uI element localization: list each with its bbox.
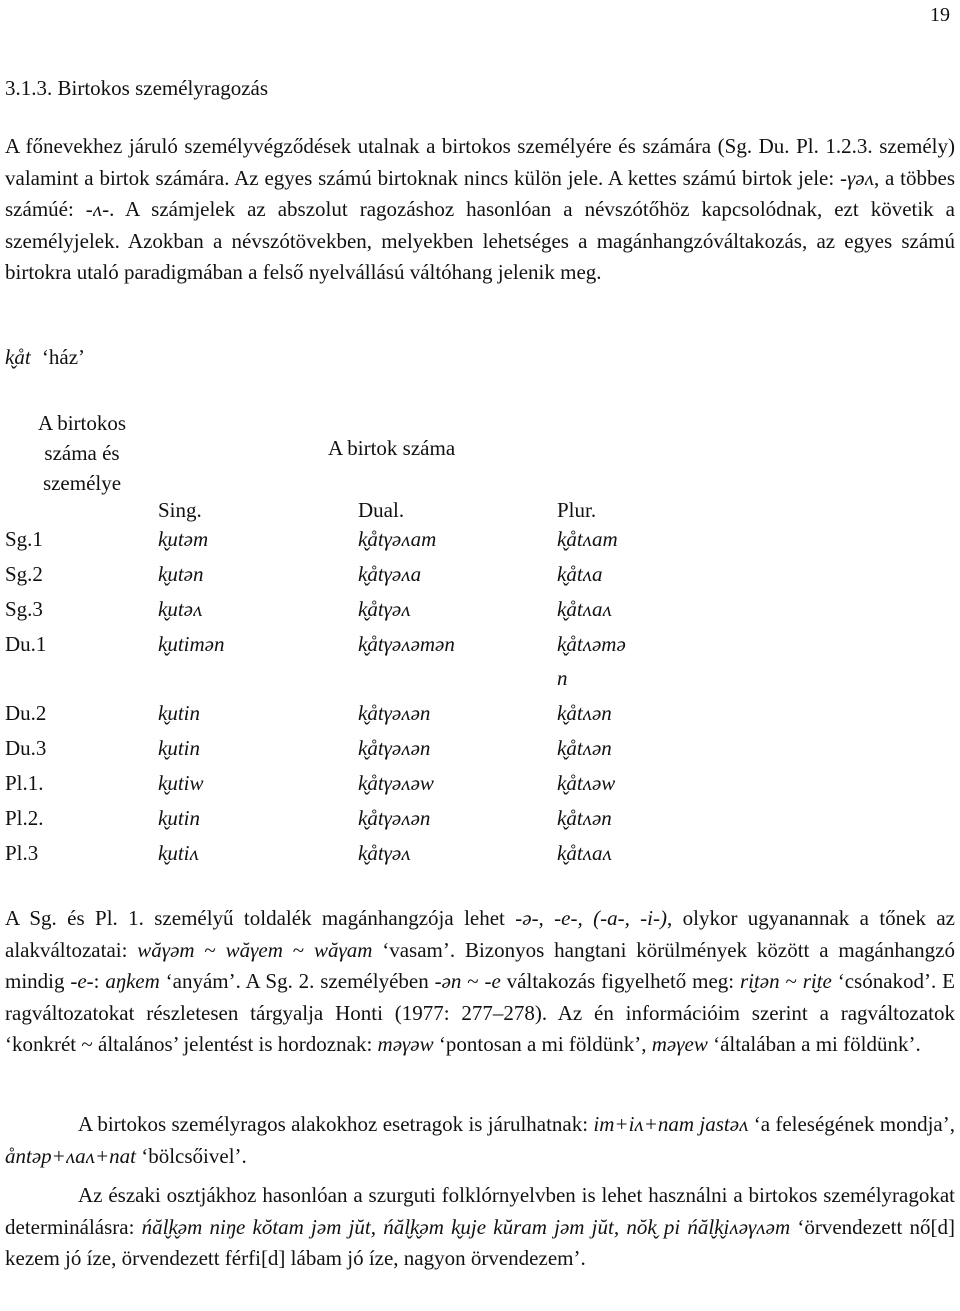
page-number: 19	[930, 4, 950, 26]
table-cell-dual: k̬åtγəʌən	[358, 701, 431, 725]
text-run: :	[93, 969, 106, 994]
column-header-plur: Plur.	[557, 498, 597, 522]
paragraph-folklore	[5, 1180, 955, 1275]
intro-dual-marker: γəʌ	[847, 165, 874, 190]
example-word-gloss: ‘ház’	[41, 345, 86, 369]
text-run: A birtokos személyragos alakokhoz esetragok is járulhatnak:	[78, 1112, 594, 1136]
text-run: ~	[461, 969, 485, 994]
column-header-sing: Sing.	[158, 498, 202, 522]
text-run: ~	[194, 937, 226, 962]
italic-term: -e	[484, 969, 501, 994]
table-cell-sing: k̬utin	[158, 736, 200, 760]
table-group-header: A birtok száma	[328, 436, 456, 460]
table-cell-dual: k̬åtγəʌa	[358, 562, 422, 586]
table-cell-dual: k̬åtγəʌəmən	[358, 632, 455, 656]
table-row-label: Pl.2.	[5, 806, 44, 830]
table-cell-plur: k̬åtʌəw	[557, 771, 616, 795]
text-run: , olykor ugyanannak a tőnek az alakváltozatai:	[5, 906, 955, 962]
table-cell-sing: k̬utimən	[158, 632, 225, 656]
table-row-header	[22, 408, 142, 498]
table-row-label: Sg.3	[5, 597, 43, 621]
intro-plural-marker: ʌ	[92, 197, 103, 222]
text-run: ~	[282, 937, 314, 962]
example-word-form: k̬åt	[5, 345, 31, 369]
italic-term: -e-	[70, 969, 94, 994]
italic-term: məγəw	[377, 1032, 434, 1057]
text-run: ‘a feleségének mondja’,	[748, 1112, 955, 1136]
table-row-label: Du.3	[5, 736, 47, 760]
table-cell-dual: k̬åtγəʌəw	[358, 771, 434, 795]
italic-term: -ən	[434, 969, 462, 994]
italic-term: ri̮te	[802, 969, 832, 994]
text-run: A Sg. és Pl. 1. személyű toldalék magánhangzója lehet	[5, 906, 516, 930]
table-cell-plur: k̬åtʌən	[557, 701, 612, 725]
italic-term: im+iʌ+nam jastəʌ	[593, 1112, 749, 1136]
text-run: ‘örvendezett nő[d] kezem jó íze, örvendezett férfi[d] lábam jó íze, nagyon örvendezem’.	[5, 1214, 955, 1271]
row-header-line: száma és	[44, 441, 120, 465]
section-heading: 3.1.3. Birtokos személyragozás	[5, 76, 269, 100]
text-run: ‘bölcsőivel’.	[135, 1143, 247, 1168]
table-cell-sing: k̬utən	[158, 562, 204, 586]
italic-term: ńăl̬k̬əm niŋe kŏtam jəm jŭt, ńăl̬k̬əm k̬uje kŭram jəm jŭt, nŏk̬ pi ńăl̬k̬iʌəγʌəm	[141, 1214, 791, 1239]
paragraph-case-suffixes	[5, 1109, 955, 1172]
text-run: ‘csónakod’. E ragváltozatokat részletesen tárgyalja Honti (1977: 277–278). Az én információim szerint a ragváltozatok ‘konkrét ~ általános’ jelentést is hordoznak:	[5, 969, 955, 1057]
table-cell-plur: k̬åtʌaʌ	[557, 597, 612, 621]
table-row-label: Du.1	[5, 632, 47, 656]
table-cell-sing: k̬utin	[158, 806, 200, 830]
table-cell-plur: k̬åtʌəmə	[557, 632, 626, 656]
table-row-label: Pl.1.	[5, 771, 44, 795]
italic-term: wăγəm	[137, 937, 195, 962]
intro-text-1: A főnevekhez járuló személyvégződések utalnak a birtokos személyére és számára (Sg. Du. Pl. 1.2.3. személy) valamint a birtok számára. Az egyes számú birtoknak nincs külön jele. A kettes számú birtok jele: -	[5, 134, 955, 190]
column-header-dual: Dual.	[358, 498, 405, 522]
intro-text-3: -. A számjelek az abszolut ragozáshoz hasonlóan a névszótőhöz kapcsolódnak, ezt követik a személyjelek. Azokban a névszótövekben, melyekben lehetséges a magánhangzóváltakozás, az egyes számú birtokra utaló paradigmában a felső nyelvállású váltóhang jelenik meg.	[5, 197, 955, 285]
table-cell-sing: k̬utəʌ	[158, 597, 203, 621]
text-run: ‘pontosan a mi földünk’,	[433, 1032, 652, 1057]
italic-term: åntəp+ʌaʌ+nat	[5, 1143, 136, 1168]
italic-term: aŋkem	[105, 969, 160, 994]
text-run: ‘anyám’. A Sg. 2. személyében	[159, 969, 435, 994]
italic-term: ri̮tən	[739, 969, 780, 994]
table-cell-sing: k̬utin	[158, 701, 200, 725]
italic-term: -ə-, -e-, (-a-, -i-)	[515, 906, 667, 930]
table-cell-plur-continued: n	[557, 666, 568, 690]
row-header-line: A birtokos	[37, 411, 127, 435]
table-cell-dual: k̬åtγəʌ	[358, 841, 411, 865]
table-cell-plur: k̬åtʌam	[557, 527, 618, 551]
text-run: ‘vasam’. Bizonyos hangtani körülmények között a magánhangzó mindig	[5, 937, 956, 994]
intro-paragraph	[5, 131, 955, 289]
table-cell-plur: k̬åtʌən	[557, 806, 612, 830]
text-run: váltakozás figyelhető meg:	[500, 969, 740, 994]
table-cell-sing: k̬utəm	[158, 527, 209, 551]
italic-term: wăγam	[313, 937, 373, 962]
table-row-label: Sg.2	[5, 562, 43, 586]
text-run: ‘általában a mi földünk’.	[707, 1032, 921, 1057]
text-run: ~	[779, 969, 803, 994]
table-row-label: Sg.1	[5, 527, 43, 551]
table-cell-dual: k̬åtγəʌam	[358, 527, 437, 551]
italic-term: wăγem	[225, 937, 283, 962]
table-cell-sing: k̬utiʌ	[158, 841, 199, 865]
table-cell-dual: k̬åtγəʌən	[358, 806, 431, 830]
table-cell-sing: k̬utiw	[158, 771, 204, 795]
table-row-label: Du.2	[5, 701, 47, 725]
intro-text-2: , a többes számúé: -	[5, 165, 955, 222]
table-cell-plur: k̬åtʌən	[557, 736, 612, 760]
text-run: Az északi osztjákhoz hasonlóan a szurguti folklórnyelvben is lehet használni a birtokos személyragokat determinálásra:	[5, 1183, 955, 1239]
table-cell-plur: k̬åtʌa	[557, 562, 603, 586]
table-cell-plur: k̬åtʌaʌ	[557, 841, 612, 865]
table-cell-dual: k̬åtγəʌən	[358, 736, 431, 760]
example-word	[5, 345, 85, 370]
table-cell-dual: k̬åtγəʌ	[358, 597, 411, 621]
italic-term: məγew	[651, 1032, 708, 1057]
paragraph-suffix-vowels	[5, 903, 955, 1061]
row-header-line: személye	[42, 471, 122, 495]
table-row-label: Pl.3	[5, 841, 39, 865]
